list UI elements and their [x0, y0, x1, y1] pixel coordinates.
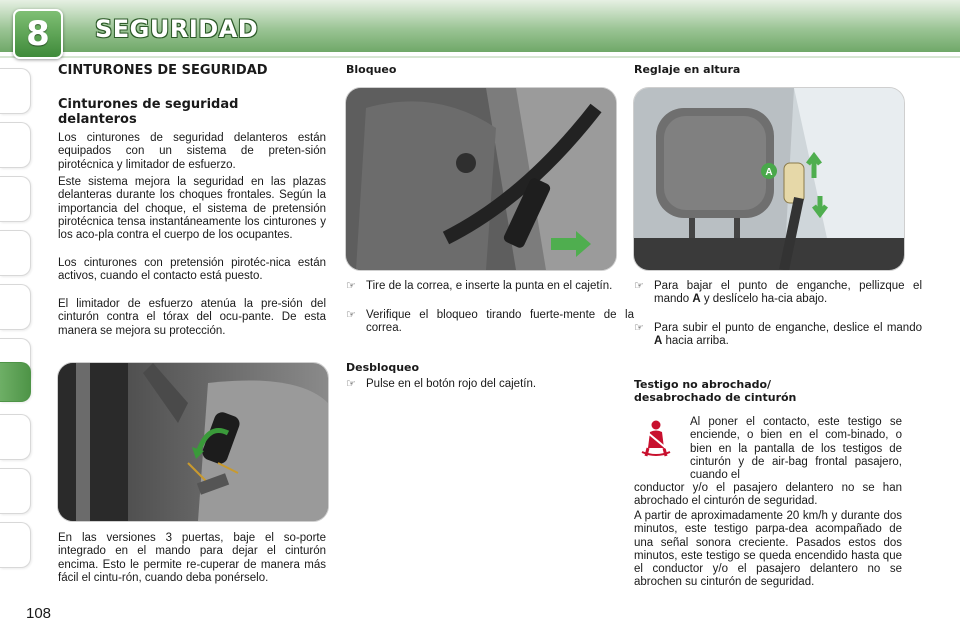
warning-lamp-para-cont: conductor y/o el pasajero delantero no se han abrochado el cinturón de seguridad.	[634, 482, 902, 508]
chapter-tab[interactable]	[0, 522, 31, 568]
three-door-belt-photo	[57, 362, 329, 522]
section-title: CINTURONES DE SEGURIDAD	[58, 63, 268, 78]
front-belts-para: Este sistema mejora la seguridad en las plazas delanteras durante los choques frontales. Según la importancia del choque, el sistema de pretensión pirotécnica tensa instantáneamente los cinturones y los aco-pla contra el cuerpo de los ocupantes.	[58, 176, 326, 242]
front-belts-para: Los cinturones de seguridad delanteros están equipados con un sistema de preten-sión pirotécnica y limitador de esfuerzo.	[58, 132, 326, 171]
bullet-pointing-hand-icon: ☞	[346, 309, 356, 321]
page-number: 108	[26, 605, 52, 622]
buckle-photo	[345, 87, 617, 271]
warning-lamp-para-wrapped: Al poner el contacto, este testigo se enciende, o bien en el com-binado, o bien en la pantalla de los testigos de cinturón y de air-bag frontal pasajero, cuando el	[690, 416, 902, 482]
chapter-badge	[13, 9, 63, 59]
locking-step: ☞ Verifique el bloqueo tirando fuerte-mente de la correa.	[346, 309, 634, 335]
locking-title: Bloqueo	[346, 63, 397, 76]
chapter-tab-active[interactable]	[0, 362, 31, 402]
buckle-illustration	[346, 88, 616, 270]
bullet-pointing-hand-icon: ☞	[634, 322, 644, 334]
bullet-pointing-hand-icon: ☞	[346, 378, 356, 390]
raise-anchor-step: ☞ Para subir el punto de enganche, deslice el mando A hacia arriba.	[634, 322, 922, 348]
lower-anchor-step: ☞ Para bajar el punto de enganche, pellizque el mando A y deslícelo ha-cia abajo.	[634, 280, 922, 306]
height-adjust-title: Reglaje en altura	[634, 63, 741, 76]
height-adjust-illustration	[634, 88, 904, 270]
unlocking-step: ☞ Pulse en el botón rojo del cajetín.	[346, 378, 537, 390]
three-door-note: En las versiones 3 puertas, baje el so-porte integrado en el mando para dejar el cinturón encima. Esto le permite re-cuperar de manera más fácil el cintu-rón, cuando deba ponérselo.	[58, 532, 326, 584]
seatbelt-warning-icon	[636, 418, 676, 458]
chapter-title: SEGURIDAD	[95, 15, 259, 43]
belt-guide-illustration	[58, 363, 328, 521]
chapter-tab[interactable]	[0, 414, 31, 460]
locking-step: ☞ Tire de la correa, e inserte la punta en el cajetín.	[346, 280, 613, 292]
chapter-number: 8	[26, 14, 50, 54]
chapter-tab[interactable]	[0, 468, 31, 514]
front-belts-para: Los cinturones con pretensión pirotéc-nica están activos, cuando el contacto está puesto.	[58, 257, 326, 283]
chapter-tab[interactable]	[0, 284, 31, 330]
chapter-tab[interactable]	[0, 122, 31, 168]
chapter-tab[interactable]	[0, 176, 31, 222]
height-adjust-photo	[633, 87, 905, 271]
unlocking-title: Desbloqueo	[346, 361, 420, 374]
control-a-marker: A	[765, 167, 773, 178]
bullet-pointing-hand-icon: ☞	[634, 280, 644, 292]
warning-lamp-title: Testigo no abrochado/ desabrochado de cinturón	[634, 378, 797, 404]
front-belts-para: El limitador de esfuerzo atenúa la pre-sión del cinturón contra el tórax del ocu-pante. De esta manera se mejora su protección.	[58, 298, 326, 337]
chapter-tab[interactable]	[0, 230, 31, 276]
bullet-pointing-hand-icon: ☞	[346, 280, 356, 292]
front-belts-title: Cinturones de seguridad delanteros	[58, 97, 239, 127]
warning-lamp-para: A partir de aproximadamente 20 km/h y durante dos minutos, este testigo parpa-dea acompañado de una señal sonora creciente. Pasados estos dos minutos, este testigo se queda encendido hasta que el conductor y/o el pasajero delantero no se abrochen su cinturón de seguridad.	[634, 510, 902, 589]
chapter-tab-rail	[0, 60, 34, 580]
chapter-tab[interactable]	[0, 68, 31, 114]
header-shadow	[0, 56, 960, 58]
